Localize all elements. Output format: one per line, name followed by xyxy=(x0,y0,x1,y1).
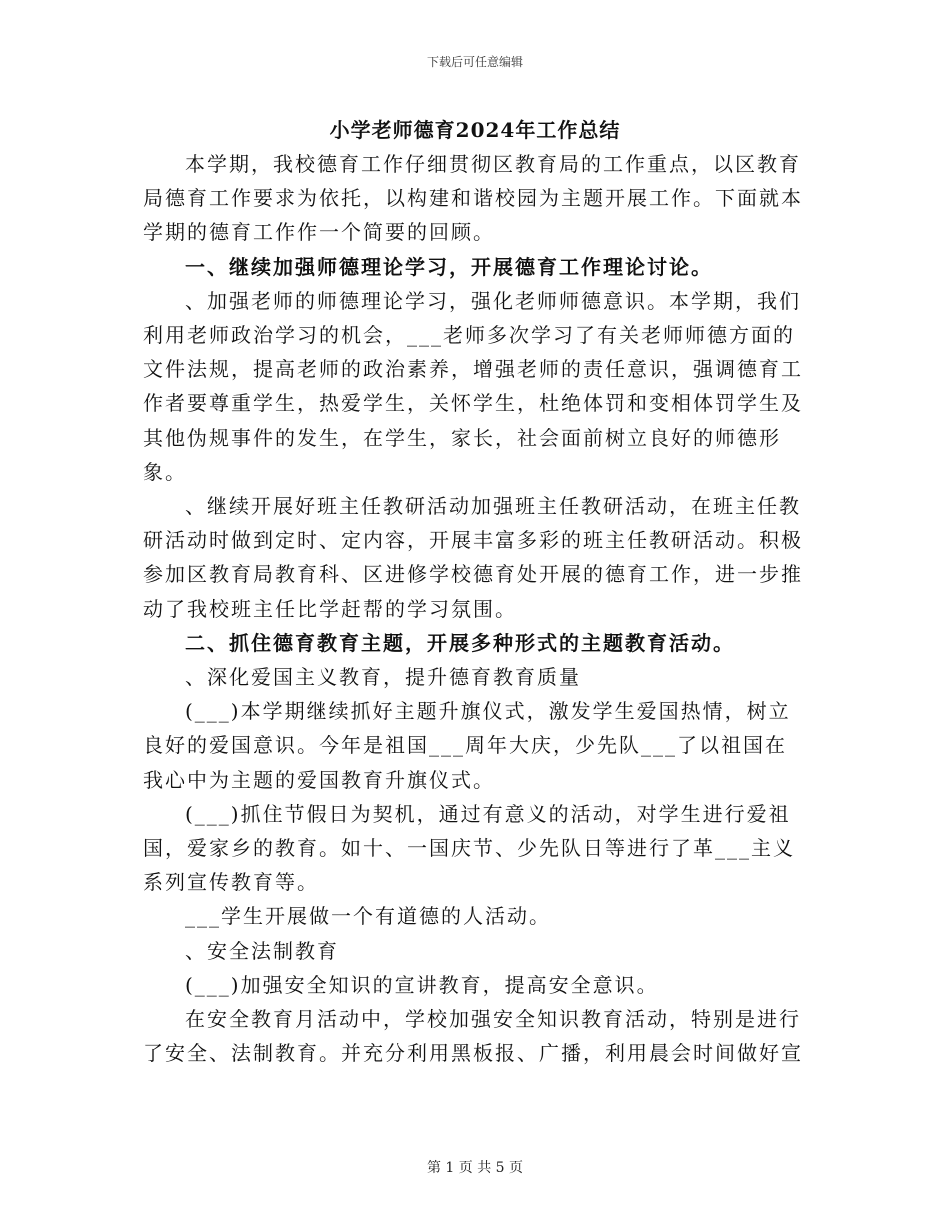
document-title: 小学老师德育2024年工作总结 xyxy=(329,118,621,142)
section-heading-2: 二、抓住德育教育主题，开展多种形式的主题教育活动。 xyxy=(185,630,735,655)
paragraph-holiday-education: (___)抓住节假日为契机，通过有意义的活动，对学生进行爱祖国，爱家乡的教育。如十、一国庆节、少先队日等进行了革___主义系列宣传教育等。 xyxy=(143,801,795,895)
paragraph-teacher-ethics: 、加强老师的师德理论学习，强化老师师德意识。本学期，我们利用老师政治学习的机会，___老师多次学习了有关老师师德方面的文件法规，提高老师的政治素养，增强老师的责任意识，强调德育工作者要尊重学生，热爱学生，关怀学生，杜绝体罚和变相体罚学生及其他伪规事件的发生，在学生，家长，社会面前树立良好的师德形象。 xyxy=(143,288,803,484)
paragraph-moral-person-activity: ___学生开展做一个有道德的人活动。 xyxy=(185,904,551,929)
paragraph-class-teacher-research: 、继续开展好班主任教研活动加强班主任教研活动，在班主任教研活动时做到定时、定内容，开展丰富多彩的班主任教研活动。积极参加区教育局教育科、区进修学校德育处开展的德育工作，进一步推动了我校班主任比学赶帮的学习氛围。 xyxy=(143,494,803,621)
paragraph-safety-knowledge: (___)加强安全知识的宣讲教育，提高安全意识。 xyxy=(185,972,659,997)
document-body xyxy=(143,147,808,1070)
paragraph-safety-month: 在安全教育月活动中，学校加强安全知识教育活动，特别是进行了安全、法制教育。并充分利用黑板报、广播，利用晨会时间做好宣 xyxy=(143,1007,803,1066)
page-footer: 第 1 页 共 5 页 xyxy=(426,1160,524,1176)
section-heading-1: 一、继续加强师德理论学习，开展德育工作理论讨论。 xyxy=(185,254,713,279)
paragraph-flag-ceremony: (___)本学期继续抓好主题升旗仪式，激发学生爱国热情，树立良好的爱国意识。今年是祖国___周年大庆，少先队___了以祖国在我心中为主题的爱国教育升旗仪式。 xyxy=(143,699,791,792)
subheading-patriotic-education: 、深化爱国主义教育，提升德育教育质量 xyxy=(185,665,581,690)
header-note: 下载后可任意编辑 xyxy=(426,55,523,69)
subheading-safety-law-education: 、安全法制教育 xyxy=(185,938,339,963)
intro-paragraph: 本学期，我校德育工作仔细贯彻区教育局的工作重点，以区教育局德育工作要求为依托，以构建和谐校园为主题开展工作。下面就本学期的德育工作作一个简要的回顾。 xyxy=(143,152,803,245)
